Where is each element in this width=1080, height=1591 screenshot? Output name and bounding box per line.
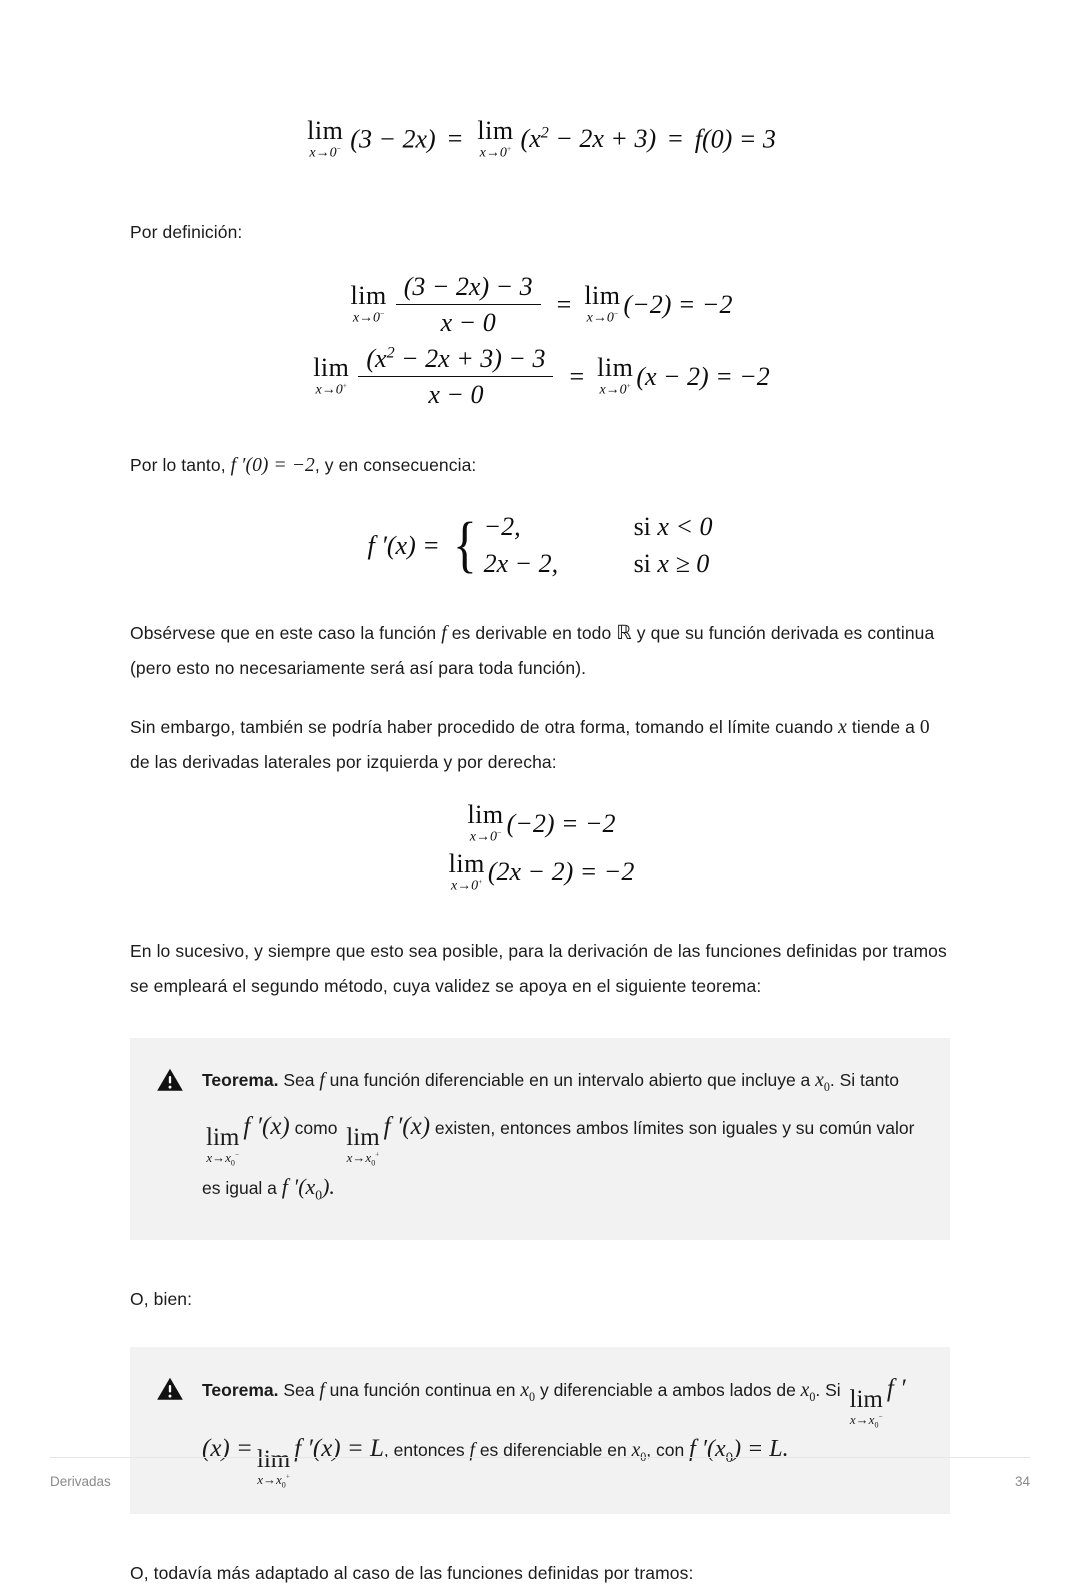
eq2-equals-2: = (569, 361, 585, 391)
fraction-numerator: (3 − 2x) − 3 (403, 271, 533, 301)
limit-operator: lim $x\to x_0^+$ (346, 1123, 380, 1168)
inline-math-fprime: f ′(x) (383, 1112, 431, 1140)
text-segment: y diferenciable a ambos lados de (535, 1379, 801, 1400)
eq2-row-2 (130, 344, 950, 410)
text-segment: una función continua en (324, 1379, 521, 1400)
inline-math-x0: $x_0$ (631, 1440, 647, 1465)
limit-operator: lim $x\to x_0^+$ (256, 1446, 291, 1490)
case-value: −2, (483, 511, 521, 541)
case-condition: si x < 0 (633, 511, 713, 541)
paragraph-o-bien: O, bien: (130, 1288, 193, 1309)
eq1-tail: f(0) = 3 (694, 124, 776, 154)
lim-op: lim (307, 116, 344, 145)
inline-math-fprime: f ′(x) = (202, 1374, 906, 1463)
eq1-body-1: (3 − 2x) (350, 124, 436, 154)
warning-triangle-icon (156, 1066, 184, 1094)
inline-math-f: f (469, 1440, 475, 1462)
text-segment: , y en consecuencia: (314, 454, 477, 475)
inline-math-f: f (319, 1379, 325, 1401)
text-segment: una función diferenciable en un intervalo abierto que incluye a (324, 1069, 816, 1090)
fraction-denominator: x − 0 (396, 304, 541, 338)
eq1-equals-a: = (447, 124, 463, 154)
inline-math-f: f (319, 1069, 325, 1091)
text-segment: . Si (815, 1379, 846, 1400)
inline-math-fprime0: f ′(0) = −2 (230, 454, 315, 476)
lim-subscript: x→0+ (479, 144, 512, 161)
text-segment: , entonces (383, 1440, 470, 1461)
eq2-equals-1: = (556, 289, 572, 319)
text-segment: es diferenciable en (474, 1440, 632, 1461)
inline-math-reals: ℝ (616, 623, 632, 645)
text-segment: es derivable en todo (446, 623, 617, 644)
paragraph-por-definicion: Por definición: (130, 221, 243, 242)
display-equation-4 (130, 802, 950, 893)
limit-operator: lim x→0− (584, 281, 621, 326)
paragraph-en-lo-sucesivo: En lo sucesivo, y siempre que esto sea posible, para la derivación de las funciones definidas por tramos se empleará el segundo método, cuya validez se apoya en el siguiente teorema: (130, 940, 947, 996)
theorem-body-1 (202, 1060, 920, 1216)
left-brace: { (452, 511, 477, 580)
inline-math-fprime-x0-equals-L: f $'(x_0) = L$. (689, 1436, 789, 1467)
inline-math-fprime-L: f ′(x) = L (294, 1435, 384, 1463)
lim-op: lim (477, 116, 514, 145)
eq2-fraction-1 (396, 272, 541, 338)
theorem-title: Teorema. (202, 1069, 279, 1090)
page-footer (50, 1457, 1030, 1489)
inline-math-zero: 0 (919, 717, 930, 739)
inline-math-f: f (441, 623, 447, 645)
eq4-row-1 (130, 802, 950, 845)
inline-math-x0: $x_0$ (815, 1069, 830, 1094)
case-condition: si x ≥ 0 (633, 548, 710, 578)
case-row (484, 509, 713, 546)
text-segment: . Si tanto (829, 1069, 899, 1090)
text-segment: de las derivadas laterales por izquierda y por derecha: (130, 752, 557, 773)
display-equation-1 (130, 118, 950, 161)
text-segment: como (289, 1117, 343, 1138)
paragraph-observese (130, 616, 950, 686)
limit-operator (307, 118, 343, 161)
fraction-numerator: $(x^2 - 2x + 3) - 3$ (366, 343, 546, 373)
eq2-rhs-1: (−2) = −2 (623, 289, 733, 319)
paragraph-o-todavia: O, todavía más adaptado al caso de las funciones definidas por tramos: (130, 1563, 694, 1584)
paragraph-sin-embargo (130, 710, 950, 780)
text-segment: tiende a (846, 717, 920, 738)
text-segment: existen, entonces ambos límites son iguales y su común valor es igual a (202, 1117, 915, 1199)
text-segment: , con (646, 1440, 690, 1461)
inline-math-x0: $x_0$ (520, 1379, 536, 1404)
limit-operator: lim x→0− (350, 281, 387, 326)
footer-chapter-label: Derivadas (50, 1474, 111, 1489)
text-segment: Obsérvese que en este caso la función (130, 623, 442, 644)
limit-operator (477, 118, 513, 161)
eq4-body-2: (2x − 2) = −2 (487, 857, 635, 887)
eq2-rhs-2: (x − 2) = −2 (636, 361, 770, 391)
eq1-equals-b: = (668, 124, 683, 154)
display-equation-3 (130, 509, 950, 583)
limit-operator: lim x→0− (467, 800, 504, 846)
text-segment: Sea (278, 1379, 320, 1400)
case-row (484, 546, 713, 583)
piecewise-cases (450, 509, 713, 583)
eq4-row-2 (130, 851, 950, 894)
paragraph-por-lo-tanto (130, 448, 950, 483)
limit-operator: lim x→0+ (597, 353, 634, 398)
limit-operator: lim x→0+ (448, 849, 485, 894)
eq1-body-2: $(x^2 - 2x + 3)$ (520, 124, 657, 154)
inline-math-fprime: f ′(x) (243, 1112, 290, 1140)
display-equation-2 (130, 272, 950, 410)
text-segment: y que su función derivada es continua (pero esto no necesariamente será así para toda función). (130, 623, 935, 679)
footer-page-number: 34 (1014, 1474, 1030, 1489)
eq4-body-1: (−2) = −2 (506, 808, 616, 838)
warning-triangle-icon (156, 1375, 184, 1403)
eq2-fraction-2 (358, 344, 553, 410)
limit-operator: lim $x\to x_0^-$ (206, 1123, 240, 1168)
theorem-callout-1 (130, 1038, 950, 1240)
theorem-title: Teorema. (202, 1379, 279, 1400)
eq3-lhs: f ′(x) = (367, 530, 440, 560)
text-segment: Sea (278, 1069, 320, 1090)
text-segment: Sin embargo, también se podría haber procedido de otra forma, tomando el límite cuando (130, 717, 839, 738)
case-value: 2x − 2, (483, 548, 559, 578)
inline-math-fprime-x0: f $'(x_0)$. (281, 1174, 335, 1203)
lim-subscript: x→0− (309, 144, 341, 161)
limit-operator: lim x→0+ (313, 353, 350, 398)
inline-math-x0: $x_0$ (800, 1379, 816, 1404)
inline-math-x: x (838, 717, 847, 739)
limit-operator: lim $x\to x_0^-$ (849, 1385, 883, 1430)
fraction-denominator: x − 0 (358, 376, 553, 410)
eq2-row-1 (130, 272, 950, 338)
text-segment: Por lo tanto, (130, 454, 231, 475)
